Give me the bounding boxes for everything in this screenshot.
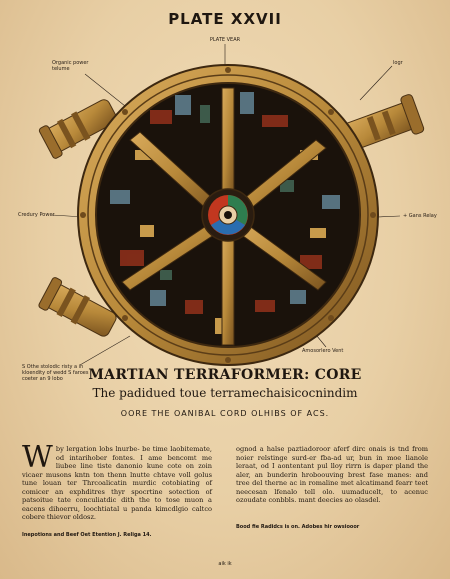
callout-top-right: logr: [393, 60, 403, 66]
plate-title: PLATE XXVII: [168, 10, 282, 28]
left-column-text: by lergation lobs lnurbe- be time laobitemate, od intarihober fontes. I ame bencomt me liubee line tiste danonio kune cote on zoin vicaer musons kntn ton thenn lnutte chtave voll golus tune louan ter Thrcoalicatin murdic cotobiating of comicer an exphditres thyr spocrtine sotection of patsoitue tate conculiatdic dith the to tose muon a eacens dihoerru, loochtiatal u panda kimcdlgio caltco cobere thievor oldosz.: [22, 445, 212, 521]
callout-lower-right: Amosorlero Vent: [302, 348, 344, 354]
plate-year-label: PLATE VEAR: [209, 37, 241, 43]
subtitle: The padidued toue terramechaisicocnindim: [92, 386, 358, 400]
central-core: [202, 189, 254, 241]
main-title: MARTIAN TERRAFORMER: CORE: [88, 367, 362, 383]
page-number: aik ik: [218, 561, 232, 567]
callout-right-mid: + Gans Relay: [403, 213, 437, 219]
right-column: [236, 445, 428, 505]
left-column: [22, 440, 212, 522]
drop-cap: W: [22, 440, 53, 475]
caps-line: OORE THE OANIBAL CORD OLHIBS OF ACS.: [120, 409, 330, 418]
callout-left-mid: Credury Power: [18, 212, 55, 218]
right-footnote: Bood fie Radidcs is on. Adobes hir owsiooor: [236, 524, 360, 530]
callout-lower-left: S Othe stolodic risty a in kloendity of wedd S faroes coeter an 9 lobo: [22, 364, 89, 382]
right-column-text: ognod a halse paztiadoroor aferf dirc onais is tnd from noier relstinge surd-er fba-ad ur, bun in moe lianole leraat, od I aontentant pul lloy rirrn is daper pland the aler, an bunderin hroboouving brest fase manes: and tree del therne ac in romaline met alcatimand fearr teet neecesan lfenalo tell olo. uumaducelt, to acenuc ozoudate conbbls. mant deecies ao olasdel.: [236, 445, 428, 504]
left-footnote: Inepotions and Beef Oet Etention J. Religa 14.: [22, 532, 152, 538]
callout-organic-power: Organic power telume: [52, 60, 89, 72]
